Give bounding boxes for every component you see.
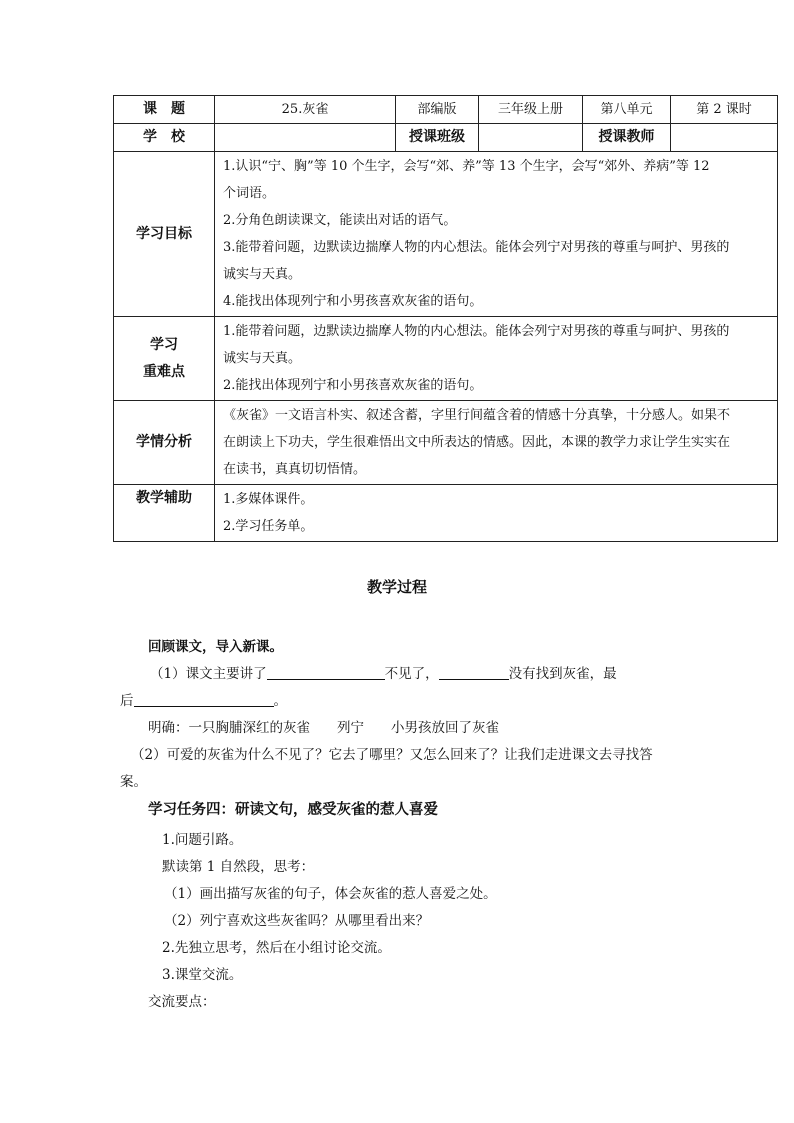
question-1-line2 xyxy=(120,691,287,711)
label-key-points-line1: 学习 xyxy=(150,336,178,353)
objective-line: 个词语。 xyxy=(223,186,276,201)
question-1-text-e: 。 xyxy=(273,693,287,709)
label-objectives: 学习目标 xyxy=(114,152,215,317)
step-line: （1）画出描写灰雀的句子，体会灰雀的惹人喜爱之处。 xyxy=(164,886,497,902)
objective-line: 2.分角色朗读课文，能读出对话的语气。 xyxy=(223,213,457,228)
question-1-text-a: （1）课文主要讲了 xyxy=(150,666,267,682)
fill-blank-3 xyxy=(134,692,274,707)
key-point-line: 诚实与天真。 xyxy=(223,351,302,366)
table-row-objectives xyxy=(114,152,778,317)
label-class: 授课班级 xyxy=(396,124,479,152)
unit: 第八单元 xyxy=(583,96,671,124)
question-1-line1 xyxy=(150,664,617,684)
review-heading: 回顾课文，导入新课。 xyxy=(148,639,283,655)
question-1-text-d: 后 xyxy=(120,693,134,709)
step-line: 2.先独立思考，然后在小组讨论交流。 xyxy=(162,940,391,956)
step-line: 默读第 1 自然段，思考： xyxy=(162,859,315,875)
table-row-analysis xyxy=(114,401,778,485)
label-teacher: 授课教师 xyxy=(583,124,671,152)
table-row-key-points xyxy=(114,317,778,401)
answer-line: 明确：一只胸脯深红的灰雀 列宁 小男孩放回了灰雀 xyxy=(148,720,499,736)
label-analysis: 学情分析 xyxy=(114,401,215,485)
table-row-course xyxy=(114,96,778,124)
step-line: 3.课堂交流。 xyxy=(162,967,243,983)
objectives-content xyxy=(215,152,778,317)
course-title: 25.灰雀 xyxy=(215,96,396,124)
label-aids: 教学辅助 xyxy=(114,485,215,542)
edition: 部编版 xyxy=(396,96,479,124)
grade: 三年级上册 xyxy=(479,96,583,124)
key-point-line: 2.能找出体现列宁和小男孩喜欢灰雀的语句。 xyxy=(223,378,483,393)
aids-content xyxy=(215,485,778,542)
objective-line: 4.能找出体现列宁和小男孩喜欢灰雀的语句。 xyxy=(223,294,483,309)
question-2-line2: 案。 xyxy=(120,774,147,790)
analysis-line: 在读书，真真切切悟情。 xyxy=(223,462,367,477)
objective-line: 3.能带着问题，边默读边揣摩人物的内心想法。能体会列宁对男孩的尊重与呵护、男孩的 xyxy=(223,240,730,255)
step-line: 交流要点： xyxy=(148,994,216,1010)
question-2-line1: （2）可爱的灰雀为什么不见了？它去了哪里？又怎么回来了？让我们走进课文去寻找答 xyxy=(131,747,653,763)
label-key-points-line2: 重难点 xyxy=(143,363,185,380)
table-row-aids xyxy=(114,485,778,542)
label-key-points xyxy=(114,317,215,401)
fill-blank-2 xyxy=(439,665,509,680)
label-school: 学 校 xyxy=(114,124,215,152)
section-title: 教学过程 xyxy=(366,578,427,596)
school-value xyxy=(215,124,396,152)
table-row-school xyxy=(114,124,778,152)
key-point-line: 1.能带着问题，边默读边揣摩人物的内心想法。能体会列宁对男孩的尊重与呵护、男孩的 xyxy=(223,324,730,339)
aid-line: 2.学习任务单。 xyxy=(223,519,314,534)
task-heading: 学习任务四：研读文句，感受灰雀的惹人喜爱 xyxy=(148,801,438,818)
objective-line: 诚实与天真。 xyxy=(223,267,302,282)
period: 第 2 课时 xyxy=(671,96,778,124)
analysis-line: 在朗读上下功夫，学生很难悟出文中所表达的情感。因此，本课的教学力求让学生实实在 xyxy=(223,435,731,450)
key-points-content xyxy=(215,317,778,401)
objective-line: 1.认识“宁、胸”等 10 个生字，会写“郊、养”等 13 个生字，会写“郊外、养病”等 12 xyxy=(223,159,710,174)
analysis-content xyxy=(215,401,778,485)
class-value xyxy=(479,124,583,152)
question-1-text-c: 没有找到灰雀，最 xyxy=(508,666,617,682)
fill-blank-1 xyxy=(267,665,385,680)
label-course: 课 题 xyxy=(114,96,215,124)
teacher-value xyxy=(671,124,778,152)
question-1-text-b: 不见了， xyxy=(384,666,439,682)
analysis-line: 《灰雀》一文语言朴实、叙述含蓄，字里行间蕴含着的情感十分真挚，十分感人。如果不 xyxy=(223,408,731,423)
step-line: 1.问题引路。 xyxy=(162,832,243,848)
aid-line: 1.多媒体课件。 xyxy=(223,492,314,507)
lesson-info-table xyxy=(113,95,778,542)
step-line: （2）列宁喜欢这些灰雀吗？从哪里看出来？ xyxy=(164,913,430,929)
